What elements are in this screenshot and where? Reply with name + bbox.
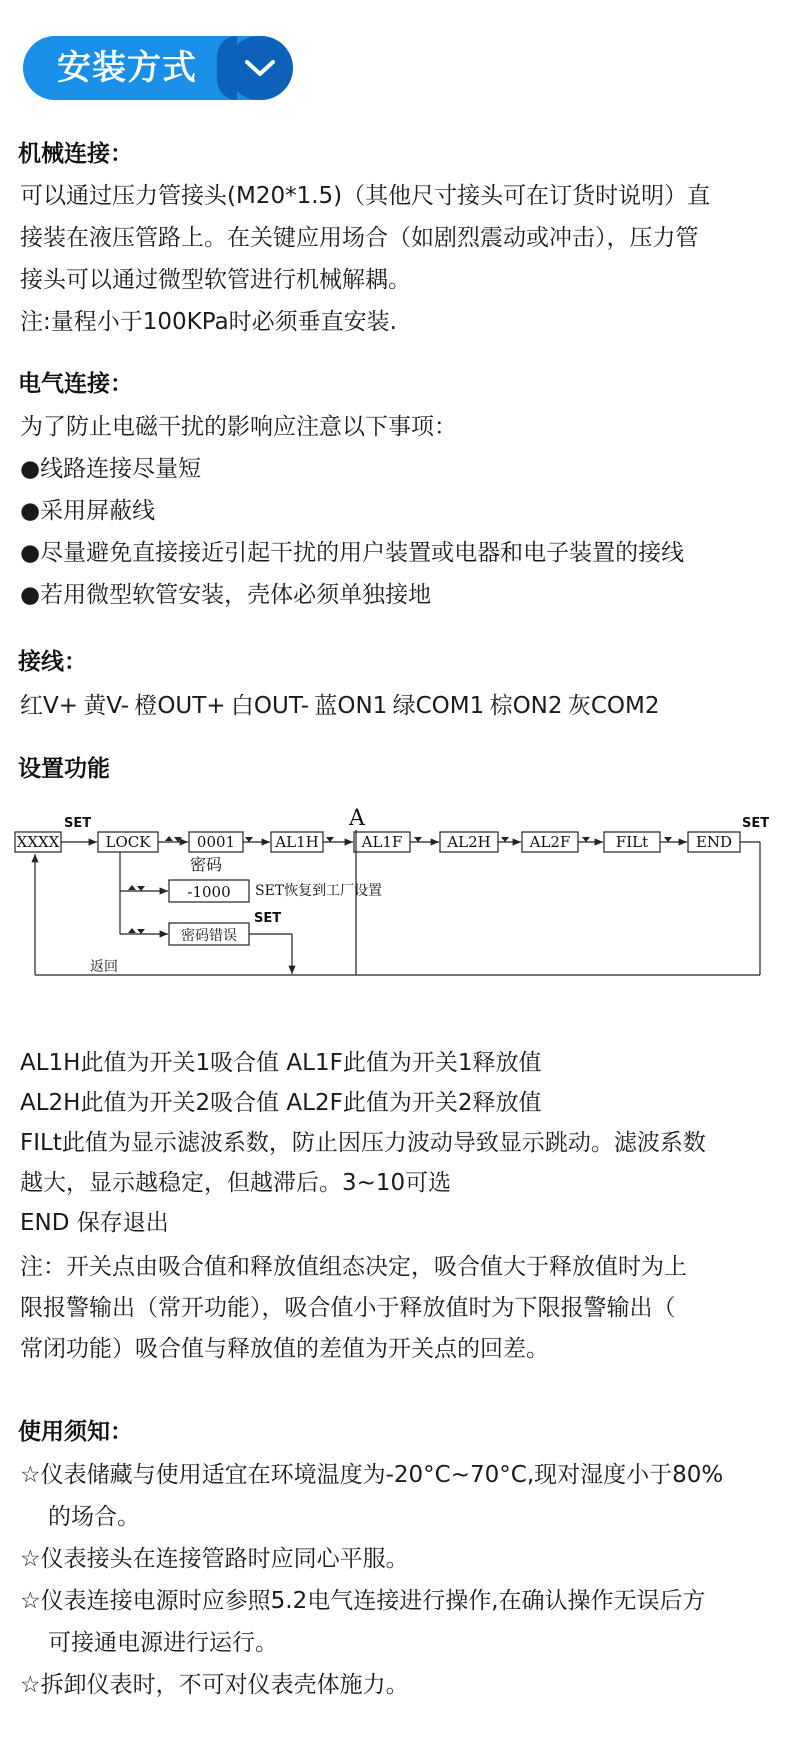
electrical-intro: 为了防止电磁干扰的影响应注意以下事项：	[20, 414, 457, 440]
flow-label-al2h: AL2H	[447, 833, 491, 851]
flow-label-return: 返回	[90, 959, 118, 975]
flow-label-set: SET	[64, 816, 92, 831]
settings-note: 常闭功能）吸合值与释放值的差值为开关点的回差。	[20, 1336, 549, 1362]
mechanical-line: 接头可以通过微型软管进行机械解耦。	[20, 267, 411, 293]
wiring-text: 红V+ 黄V- 橙OUT+ 白OUT- 蓝ON1 绿COM1 棕ON2 灰COM2	[20, 693, 660, 719]
settings-note: END 保存退出	[20, 1210, 169, 1236]
flow-label-set: SET	[254, 911, 282, 926]
electrical-item: ●尽量避免直接接近引起干扰的用户装置或电器和电子装置的接线	[20, 540, 685, 566]
usage-line: ☆拆卸仪表时，不可对仪表壳体施力。	[20, 1672, 409, 1698]
settings-note: AL2H此值为开关2吸合值 AL2F此值为开关2释放值	[20, 1090, 542, 1116]
flow-label-xxxx: XXXX	[16, 833, 60, 851]
settings-heading: 设置功能	[18, 756, 110, 782]
mechanical-note: 注:量程小于100KPa时必须垂直安装.	[20, 309, 397, 335]
usage-heading: 使用须知：	[18, 1419, 133, 1445]
flow-label-restore: SET恢复到工厂设置	[255, 883, 383, 899]
flow-label-lock: LOCK	[105, 833, 151, 851]
flow-label-password: 密码	[190, 855, 223, 874]
flow-label-0001: 0001	[196, 833, 236, 851]
settings-flow-diagram	[12, 800, 778, 1015]
mechanical-line: 接装在液压管路上。在关键应用场合（如剧烈震动或冲击），压力管	[20, 225, 699, 251]
expand-button[interactable]	[227, 36, 293, 100]
electrical-heading: 电气连接：	[18, 371, 133, 397]
mechanical-heading: 机械连接：	[18, 141, 133, 167]
flow-label-set: SET	[742, 816, 770, 831]
flow-label-al1f: AL1F	[361, 833, 403, 851]
settings-note: 限报警输出（常开功能），吸合值小于释放值时为下限报警输出（	[20, 1295, 676, 1321]
settings-note: 注：开关点由吸合值和释放值组态决定，吸合值大于释放值时为上	[20, 1254, 687, 1280]
usage-line: ☆仪表接头在连接管路时应同心平服。	[20, 1546, 409, 1572]
flow-label-al1h: AL1H	[275, 833, 319, 851]
settings-note: 越大，显示越稳定，但越滞后。3~10可选	[20, 1170, 452, 1196]
section-title-pill	[23, 36, 293, 100]
section-title: 安装方式	[57, 48, 197, 88]
flow-label-password-error: 密码错误	[181, 928, 237, 944]
usage-line: 可接通电源进行运行。	[48, 1630, 278, 1656]
wiring-heading: 接线：	[18, 649, 87, 675]
settings-note: FILt此值为显示滤波系数，防止因压力波动导致显示跳动。滤波系数	[20, 1130, 706, 1156]
flow-label-filt: FILt	[615, 833, 649, 851]
electrical-item: ●若用微型软管安装，壳体必须单独接地	[20, 582, 432, 608]
electrical-item: ●线路连接尽量短	[20, 456, 202, 482]
flow-label-minus1000: -1000	[187, 883, 231, 901]
flow-label-al2f: AL2F	[529, 833, 571, 851]
usage-line: ☆仪表连接电源时应参照5.2电气连接进行操作,在确认操作无误后方	[20, 1588, 706, 1614]
usage-line: ☆仪表储藏与使用适宜在环境温度为-20°C~70°C,现对湿度小于80%	[20, 1462, 724, 1488]
flow-label-a: A	[349, 806, 365, 831]
settings-note: AL1H此值为开关1吸合值 AL1F此值为开关1释放值	[20, 1050, 542, 1076]
chevron-down-icon	[241, 54, 279, 82]
mechanical-line: 可以通过压力管接头(M20*1.5)（其他尺寸接头可在订货时说明）直	[20, 183, 711, 209]
electrical-item: ●采用屏蔽线	[20, 498, 156, 524]
usage-line: 的场合。	[48, 1504, 140, 1530]
flow-label-end: END	[695, 833, 733, 851]
